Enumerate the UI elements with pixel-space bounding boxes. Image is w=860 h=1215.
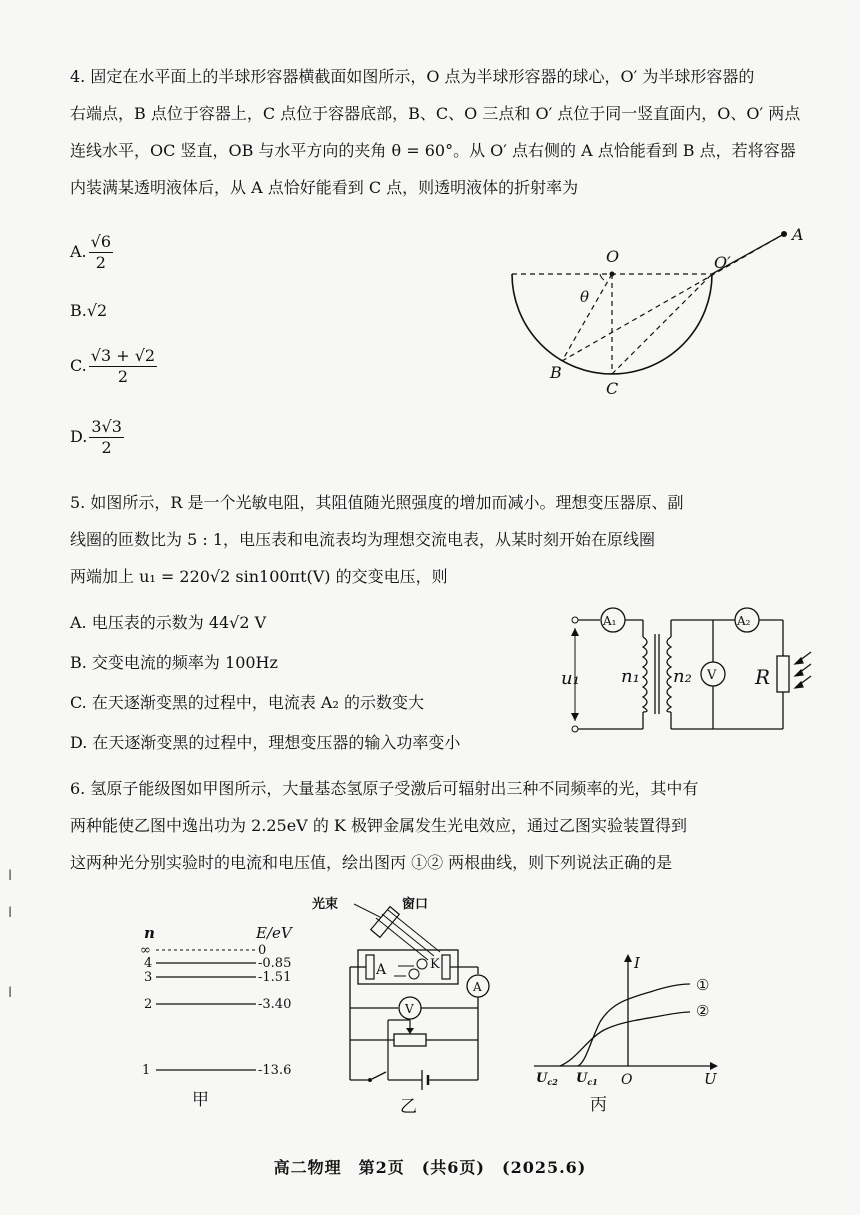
level-n: 3	[144, 970, 153, 985]
electron-icon	[417, 959, 427, 969]
label-b: B	[550, 363, 562, 382]
option-letter: C.	[70, 356, 87, 375]
fraction-numerator: √6	[90, 232, 112, 251]
cathode-plate	[442, 955, 450, 979]
level-n: 1	[142, 1063, 151, 1078]
q5-line: 5. 如图所示，R 是一个光敏电阻，其阻值随光照强度的增加而减小。理想变压器原、副	[70, 493, 684, 512]
anode-plate	[366, 955, 374, 979]
q4-option-a[interactable]	[70, 232, 113, 273]
q5-option-a[interactable]: A. 电压表的示数为 44√2 V	[70, 613, 267, 632]
question-4-stem	[70, 58, 815, 206]
q4-line: 右端点，B 点位于容器上，C 点位于容器底部，B、C、O 三点和 O′ 点位于同一竖直面内，O、O′ 两点	[70, 104, 801, 123]
level-n: ∞	[140, 943, 151, 958]
q4-option-b[interactable]	[70, 300, 107, 322]
curve-1	[578, 984, 690, 1066]
q4-line: 4. 固定在水平面上的半球形容器横截面如图所示，O 点为半球形容器的球心，O′ 为半球形容器的	[70, 67, 755, 86]
i-axis-label: I	[634, 954, 640, 972]
point-a	[781, 231, 787, 237]
level-n: 2	[144, 997, 153, 1012]
uc2-label: $U_{c2}$	[536, 1071, 558, 1087]
secondary-coil	[667, 637, 671, 712]
voltmeter-label: V	[707, 668, 717, 683]
label-n1: n₁	[621, 666, 640, 687]
transformer-circuit	[555, 602, 815, 740]
light-beam	[376, 910, 440, 960]
photoresistor-r	[777, 656, 789, 692]
primary-coil	[643, 637, 647, 712]
terminal-bottom	[572, 726, 578, 732]
ammeter-a2-label: A₂	[737, 614, 751, 628]
fraction-denominator: 2	[95, 253, 106, 272]
curve-1-label: ①	[696, 976, 710, 994]
q6-line: 两种能使乙图中逸出功为 2.25eV 的 K 极钾金属发生光电效应，通过乙图实验装置得到	[70, 816, 687, 835]
fraction-numerator: √3 + √2	[90, 346, 156, 365]
level-e: -13.6	[258, 1063, 292, 1078]
caption-yi: 乙	[400, 1097, 417, 1117]
fraction-numerator: 3√3	[91, 417, 122, 436]
margin-mark: ǀ	[8, 868, 13, 884]
cathode-label: K	[430, 957, 440, 972]
iu-graph	[520, 950, 720, 1120]
energy-axis-label: E/eV	[256, 924, 292, 942]
question-6-stem	[70, 770, 815, 881]
fraction-denominator: 2	[101, 438, 112, 457]
level-e: -3.40	[258, 997, 292, 1012]
level-e: 0	[258, 943, 267, 958]
uc1-label: $U_{c1}$	[576, 1071, 598, 1087]
theta-arc	[600, 274, 604, 280]
anode-label: A	[376, 962, 387, 978]
caption-bing: 丙	[590, 1095, 607, 1115]
window-label: 窗口	[402, 897, 429, 912]
electron-icon	[409, 969, 419, 979]
label-a: A	[792, 225, 804, 244]
curve-2-label: ②	[696, 1002, 710, 1020]
curve-2	[560, 1012, 690, 1066]
point-o	[610, 272, 615, 277]
q4-option-c[interactable]	[70, 346, 157, 387]
option-text: √2	[86, 301, 108, 320]
hemisphere-figure	[500, 220, 820, 405]
ammeter-label: A	[473, 980, 482, 994]
q5-option-b[interactable]: B. 交变电流的频率为 100Hz	[70, 653, 278, 672]
label-o-prime: O′	[714, 253, 731, 272]
label-o: O	[606, 247, 620, 266]
level-n: 4	[144, 956, 153, 971]
photoelectric-apparatus	[310, 888, 500, 1120]
energy-level-diagram	[130, 920, 320, 1120]
beam-label: 光束	[312, 897, 339, 912]
margin-mark: ǀ	[8, 985, 13, 1001]
option-letter: D.	[70, 427, 88, 446]
caption-jia: 甲	[192, 1090, 209, 1110]
label-theta: θ	[580, 288, 590, 306]
n-axis-label: n	[144, 924, 155, 942]
q5-option-d[interactable]: D. 在天逐渐变黑的过程中，理想变压器的输入功率变小	[70, 733, 461, 752]
margin-mark: ǀ	[8, 905, 13, 921]
u-axis-label: U	[704, 1070, 717, 1088]
level-e: -1.51	[258, 970, 292, 985]
ammeter-a1-label: A₁	[603, 614, 617, 628]
q6-line: 这两种光分别实验时的电流和电压值，绘出图丙 ①② 两根曲线，则下列说法正确的是	[70, 853, 673, 872]
page-footer: 高二物理 第2页 (共6页) (2025.6)	[273, 1158, 587, 1177]
q4-line: 内装满某透明液体后，从 A 点恰好能看到 C 点，则透明液体的折射率为	[70, 178, 579, 197]
voltmeter-label: V	[405, 1002, 414, 1016]
rheostat	[394, 1034, 426, 1046]
label-c: C	[606, 379, 619, 398]
q5-line: 两端加上 u₁ = 220√2 sin100πt(V) 的交变电压，则	[70, 567, 448, 586]
question-5-stem	[70, 484, 815, 595]
q4-option-d[interactable]	[70, 417, 124, 458]
switch	[372, 1072, 386, 1079]
q4-line: 连线水平，OC 竖直，OB 与水平方向的夹角 θ = 60°。从 O′ 点右侧的 A 点恰能看到 B 点，若将容器	[70, 141, 796, 160]
light-arrows-icon	[795, 652, 811, 688]
level-e: -0.85	[258, 956, 292, 971]
option-letter: B.	[70, 301, 87, 320]
label-n2: n₂	[673, 666, 692, 687]
q5-option-c[interactable]: C. 在天逐渐变黑的过程中，电流表 A₂ 的示数变大	[70, 693, 424, 712]
q6-line: 6. 氢原子能级图如甲图所示，大量基态氢原子受激后可辐射出三种不同频率的光，其中有	[70, 779, 699, 798]
label-u1: u₁	[561, 668, 580, 689]
fraction-denominator: 2	[117, 367, 129, 386]
terminal-top	[572, 617, 578, 623]
label-r: R	[755, 665, 771, 689]
slider-arrow	[406, 1028, 414, 1034]
q5-line: 线圈的匝数比为 5 : 1，电压表和电流表均为理想交流电表，从某时刻开始在原线圈	[70, 530, 656, 549]
origin-label: O	[621, 1072, 633, 1088]
option-letter: A.	[70, 242, 87, 261]
